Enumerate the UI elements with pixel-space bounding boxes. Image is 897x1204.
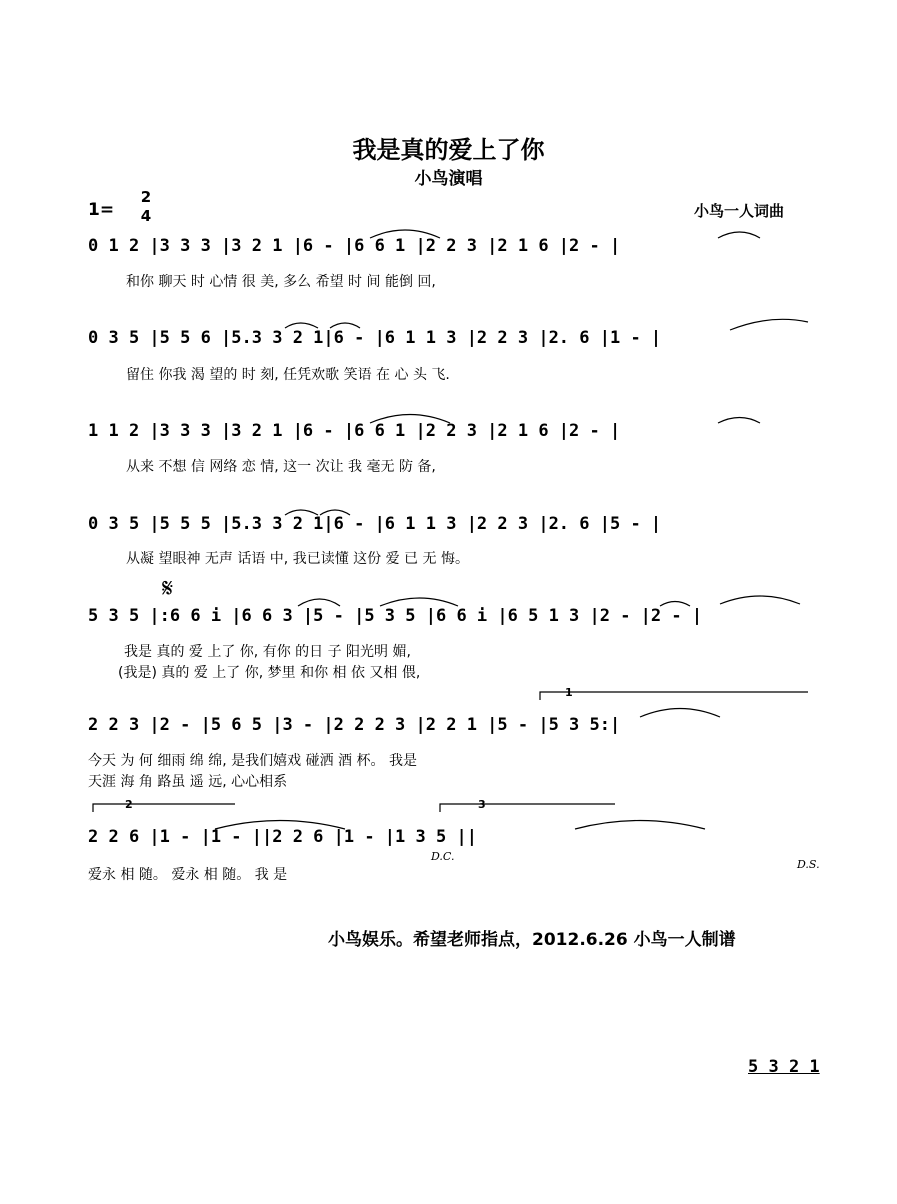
time-signature-bottom: 4 bbox=[140, 207, 152, 225]
lyrics-row-1: 和你 聊天 时 心情 很 美, 多么 希望 时 间 能倒 回, bbox=[126, 274, 436, 290]
volta-3-bracket bbox=[440, 804, 615, 812]
notation-row-3: 1 1 2 |3 3 3 |3 2 1 |6 - |6 6 1 |2 2 3 |2 1 6 |2 - | bbox=[88, 421, 621, 441]
tie-row7-b bbox=[575, 821, 705, 830]
corner-notation: 5 3 2 1 bbox=[748, 1057, 820, 1077]
volta-1-label: 1 bbox=[565, 686, 573, 699]
lyrics-row-2: 留住 你我 渴 望的 时 刻, 任凭欢歌 笑语 在 心 头 飞. bbox=[126, 367, 450, 383]
lyrics-row-3: 从来 不想 信 网络 恋 情, 这一 次让 我 毫无 防 备, bbox=[126, 459, 436, 475]
tie-row3-a bbox=[370, 415, 450, 424]
slur-row2-b bbox=[330, 323, 360, 328]
notation-row-1: 0 1 2 |3 3 3 |3 2 1 |6 - |6 6 1 |2 2 3 |2 1 6 |2 - | bbox=[88, 236, 621, 256]
lyrics-row-6-verse-2: 天涯 海 角 路虽 遥 远, 心心相系 bbox=[88, 774, 288, 790]
lyrics-row-5-verse-1: 我是 真的 爱 上了 你, 有你 的日 子 阳光明 媚, bbox=[124, 644, 411, 660]
time-signature-top: 2 bbox=[140, 188, 152, 206]
song-title: 我是真的爱上了你 bbox=[352, 135, 545, 164]
slur-row5-a bbox=[298, 599, 340, 606]
slur-row2-a bbox=[285, 323, 318, 328]
volta-3-label: 3 bbox=[478, 798, 486, 811]
notation-row-6: 2 2 3 |2 - |5 6 5 |3 - |2 2 2 3 |2 2 1 |5 - |5 3 5:| bbox=[88, 715, 621, 735]
tie-row6 bbox=[640, 709, 720, 718]
slur-row5-b bbox=[660, 602, 690, 607]
tie-row7-a bbox=[215, 821, 345, 830]
volta-1-bracket bbox=[540, 692, 808, 700]
lyrics-row-4: 从凝 望眼神 无声 话语 中, 我已读懂 这份 爱 已 无 悔。 bbox=[126, 551, 469, 567]
slur-row4-a bbox=[285, 510, 318, 515]
key-signature: 1= bbox=[88, 200, 115, 220]
notation-row-7: 2 2 6 |1 - |1 - ||2 2 6 |1 - |1 3 5 || bbox=[88, 827, 477, 847]
tie-row3-b bbox=[718, 418, 760, 424]
composer-credit: 小鸟一人词曲 bbox=[694, 202, 785, 220]
footer-note: 小鸟娱乐。希望老师指点，2012.6.26 小鸟一人制谱 bbox=[328, 930, 736, 950]
volta-2-label: 2 bbox=[125, 798, 133, 811]
segno-sign: 𝄋 bbox=[162, 574, 174, 604]
tie-row5-a bbox=[380, 598, 458, 606]
da-capo-mark: D.C. bbox=[431, 850, 455, 863]
tie-row2 bbox=[730, 319, 808, 330]
notation-row-4: 0 3 5 |5 5 5 |5.3 3 2 1|6 - |6 1 1 3 |2 2 3 |2. 6 |5 - | bbox=[88, 514, 662, 534]
slur-row4-b bbox=[320, 510, 350, 515]
tie-row1-b bbox=[718, 232, 760, 238]
notation-row-2: 0 3 5 |5 5 6 |5.3 3 2 1|6 - |6 1 1 3 |2 2 3 |2. 6 |1 - | bbox=[88, 328, 662, 348]
lyrics-row-5-verse-2: (我是) 真的 爱 上了 你, 梦里 和你 相 依 又相 偎, bbox=[118, 665, 421, 681]
volta-2-bracket bbox=[93, 804, 235, 812]
tie-row1-a bbox=[370, 230, 440, 238]
lyrics-row-6-verse-1: 今天 为 何 细雨 绵 绵, 是我们嬉戏 碰洒 酒 杯。 我是 bbox=[88, 753, 417, 769]
lyrics-row-7: 爱永 相 随。 爱永 相 随。 我 是 bbox=[88, 867, 288, 883]
dal-segno-mark: D.S. bbox=[797, 858, 820, 871]
notation-row-5: 5 3 5 |:6 6 i |6 6 3 |5 - |5 3 5 |6 6 i |6 5 1 3 |2 - |2 - | bbox=[88, 606, 703, 626]
tie-row5-b bbox=[720, 596, 800, 604]
singer-credit: 小鸟演唱 bbox=[414, 169, 483, 189]
